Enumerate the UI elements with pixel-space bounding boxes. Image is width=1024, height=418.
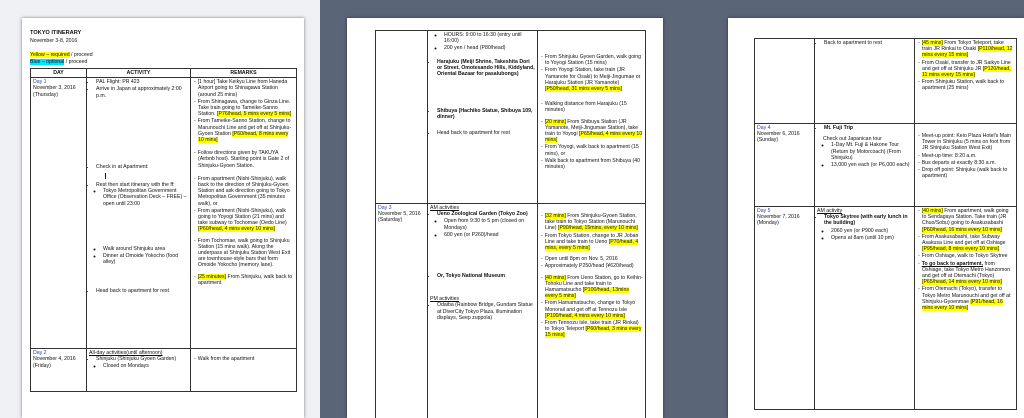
document-page-1 (22, 18, 304, 418)
table-row-day-2-cont (376, 31, 646, 204)
day-1-date: November 3, 2016 (33, 85, 76, 92)
skytree-remark-4-fare: [P65/head, 14 mins every 10 mins] (922, 279, 1002, 286)
day-1-remark-3 (198, 118, 294, 143)
document-dates: November 3-8, 2016 (30, 38, 78, 44)
day-1-remark-1: - [1 hour] Take Keikyu Line from Haneda Airport going to Shinagawa Station (around 25 mins) (198, 79, 294, 98)
day-4-date: November 6, 2016 (757, 131, 800, 138)
odaiba-remark-3-fare: [P60/head, 3 mins every 15 mins] (545, 326, 642, 339)
back-remark-1-duration: [45 mins] (921, 40, 943, 46)
skytree-remark-3: - From Oshiage, walk to Tokyo Skytree (922, 253, 1014, 259)
skytree-remark-1-duration: [40 mins] (921, 208, 943, 214)
odaiba-remark-1-text: From Ueno Station, go to Keihin-Tohoku Line and take train to Hamamatsucho (545, 274, 643, 294)
fuji-remark-meetup-time: - Meet-up time: 8:20 a.m. (922, 153, 1014, 159)
legend-required (30, 52, 93, 58)
skytree-remark-2 (922, 234, 1014, 253)
harajuku-remark-1: - From Shinjuku Gyoen Garden, walk going to Yoyogi Station (15 mins) (545, 54, 643, 66)
table-row-day-4 (755, 124, 1017, 207)
day-3-label: Day 3 (378, 205, 392, 211)
headback-remark-1-text: From Shibuya Station (JR Yamanote, Meiji-Jingumae Station), take train to Yoyogi (545, 118, 639, 138)
table-row-day-2 (31, 349, 297, 392)
table-row-day-3 (376, 204, 646, 418)
day-2-activity-shinjuku (96, 356, 188, 368)
day-1-activity-flight: • PAL Flight: PR 423 (96, 79, 188, 85)
skytree-fee: ◦ 2060 yen (or P900 each) (831, 228, 912, 234)
day-1-remark-2 (198, 99, 294, 118)
day-1-remark-6-fare: [P60/head, 4 mins every 10 mins] (198, 226, 275, 233)
table-row-day-1 (31, 78, 297, 349)
harajuku-remark-2-fare: [P50/head, 31 mins every 5 mins] (545, 86, 622, 93)
activity-odaiba: • Odaiba (Rainbow Bridge, Gundam Statue at DiverCity Tokyo Plaza, illumination displays, Seep zuppola) (437, 302, 535, 321)
activity-skytree (824, 214, 912, 226)
day-2-label: Day 2 (33, 350, 47, 357)
skytree-remark-5-text: From Otemachi (Tokyo), transfer to Tokyo Metro Marunouchi and get off at Shinjuku-Gyoenmae (921, 286, 1011, 305)
day-1-remark-8 (198, 274, 294, 286)
odaiba-remark-2-text: From Hamamatsucho, change to Tokyo Monorail and get off at Tennozu Isle (544, 300, 636, 313)
legend-optional (30, 59, 87, 65)
skytree-remark-2-text: From Asakusabashi, take Subway Asakusa Line and get off at Oshiage (921, 233, 1006, 247)
headback-remark-3: - Walk back to apartment from Shibuya (40 minutes) (545, 158, 643, 170)
odaiba-remark-2 (545, 300, 643, 319)
fuji-remark-dropoff: - Drop off point: Shinjuku (walk back to apartment) (922, 167, 1014, 179)
day-1-weekday: (Thursday) (33, 91, 59, 98)
day-4-weekday: (Sunday) (757, 137, 779, 144)
legend-optional-label: Blue – optional (30, 59, 65, 65)
odaiba-remark-3-text: From Tennozu Isle, take train (JR Rinkai) to Tokyo Teleport (544, 320, 639, 333)
day-5-weekday: (Monday) (757, 220, 779, 227)
activity-shibuya: • Shibuya (Hachiko Statue, Shibuya 109, dinner) (437, 108, 535, 120)
day-1-remark-8-duration: [25 minutes] (197, 273, 226, 280)
fuji-tour-name: ◦ 1-Day Mt. Fuji & Hakone Tour (Return by Motorcoach) (From Shinjuku) (831, 142, 912, 161)
skytree-remark-5-fare: [P91/head, 16 mins every 10 mins] (922, 298, 1003, 312)
day-3-am-heading: AM activities (430, 205, 460, 211)
day-2-remark-1: - Walk from the apartment (198, 356, 294, 362)
itinerary-table-page-3 (754, 38, 1017, 410)
harajuku-remark-2 (545, 67, 643, 92)
fuji-tour-price: ◦ 13,000 yen each (or P6,000 each) (831, 162, 912, 168)
day-1-remark-7: - From Tochomae, walk going to Shinjuku Station (15 mins walk). Along the underpass at Shinjuku Station West Exit are townhouse-style bars that form Omoide Yokocho (memory lane). (198, 238, 294, 269)
skytree-remark-4-text: from Oshiage, take Tokyo Metro Hanzomon and get off at Otemachi (Tokyo) (922, 260, 1011, 280)
day-1-remark-6-text: From apartment (Nishi-Shinjuku), walk going to Yoyogi Station (21 mins) and take subway to Tochomae (Oedo Line) (197, 207, 287, 227)
day-1-remark-3-fare: [P60/head, 8 mins every 10 mins] (198, 130, 289, 144)
day-5-label: Day 5 (757, 208, 771, 214)
headback-remark-1 (545, 119, 643, 144)
activity-ueno-zoo: • Ueno Zoological Garden (Tokyo Zoo) (437, 211, 535, 217)
day-1-remark-3-text: From Tameike-Sanno Station, change to Marunouchi Line and get off at Shinjuku-Gyoen Station (197, 118, 292, 137)
skytree-hours: ◦ Opens at 8am (until 10 pm) (831, 235, 912, 241)
zoo-remark-2-text: From Tokyo Station, change to JR Joban Line and take train to Ueno (544, 232, 639, 245)
day-1-activity-rest (96, 182, 188, 207)
legend-required-label: Yellow – required (30, 52, 70, 58)
fuji-remark-meetup-point: - Meet-up point: Keio Plaza Hotel's Main Tower in Shinjuku (5 mins on foot from JR Shinjuku Station West Exit) (922, 133, 1014, 152)
day-2-heading: All-day activities(until afternoon) (89, 350, 163, 357)
day-3-date: November 5, 2016 (378, 211, 421, 218)
table-row-day-5 (755, 207, 1017, 410)
document-page-3 (728, 18, 1024, 418)
odaiba-remark-1-duration: [40 mins] (544, 274, 566, 281)
day-1-activity-headback: • Head back to apartment for rest (96, 288, 188, 294)
headback-remark-2: - From Yoyogi, walk back to apartment (15 mins), or (545, 144, 643, 156)
zoo-remark-2 (545, 233, 643, 252)
skytree-remark-1-text: From apartment, walk going to Sendagaya Station. Take train (JR Chuo/Sobu) going to Asakusabashi (922, 208, 1009, 227)
day-2-activity-shinjuku-text: Shinjuku (Shinjuku Gyoen Garden) (96, 356, 177, 363)
activity-harajuku: • Harajuku (Meiji Shrine, Takeshita Dori or Street, Omotesando Hills, Kiddyland, Oriental Bazaar for pasalubongs) (437, 59, 535, 78)
itinerary-table-page-2 (375, 30, 646, 418)
garden-fee: ◦ 200 yen / head (P80/head) (444, 45, 535, 51)
back-remark-2 (922, 60, 1014, 79)
headback-remark-1-fare: [P65/head, 4 mins every 10 mins] (545, 131, 643, 144)
skytree-remark-1-fare: [P60/head, 16 mins every 10 mins] (922, 226, 1002, 233)
odaiba-remark-3 (545, 320, 643, 339)
skytree-remark-4-heading: To go back to apartment, (921, 260, 984, 267)
day-1-activity-checkin: • Check in at Apartment: (96, 164, 188, 170)
skytree-remark-5 (922, 286, 1014, 311)
back-remark-1-fare: [P110/head, 12 mins every 15 mins] (922, 46, 1013, 59)
table-header-row (31, 69, 297, 78)
day-1-remark-6 (198, 208, 294, 233)
odaiba-remark-1-fare: [P100/head, 13mins every 5 mins] (545, 287, 629, 300)
day-3-weekday: (Saturday) (378, 217, 403, 224)
activity-back-to-apartment: • Back to apartment to rest (824, 40, 912, 46)
back-remark-2-fare: [P120/head, 11 mins every 15 mins] (922, 65, 1011, 79)
legend-required-suffix: / proceed (69, 52, 93, 58)
day-1-remark-2-fare: [P76/head, 5 mins every 5 mins] (217, 111, 292, 118)
table-row-day-3-cont (755, 39, 1017, 124)
document-page-2 (347, 18, 663, 418)
headback-remark-1-duration: [20 mins] (544, 118, 566, 125)
zoo-remark-1-text: From Shinjuku-Gyoen Station, take train to Tokyo Station (Marunouchi Line) (545, 213, 637, 232)
back-remark-1 (922, 40, 1014, 59)
zoo-remark-1-duration: [32 mins] (544, 213, 566, 219)
header-activity: ACTIVITY (87, 69, 191, 78)
day-1-remark-5: - From apartment (Nishi-Shinjuku), walk back to the direction of Shinjuku-Gyoen Station and ask direction going to Tokyo Metropolitan Government (35 minutes walk), or (198, 176, 294, 207)
harajuku-remark-2-text: From Yoyogi Station, take train (JR Yamanote for Osaki) to Meiji-Jingumae or Harajuku Station (JR Yamanote) (544, 67, 641, 86)
day-1-activity-tmg: ◦ Tokyo Metropolitan Government Office (Observation Deck – FREE) – open until 23:00 (103, 188, 188, 207)
day-1-activity-arrive: • Arrive in Japan at approximately 2:00 p.m. (96, 86, 188, 98)
day-3-pm-heading: PM activities (430, 296, 460, 303)
japanican-tour-text: Check out Japanican tour (823, 136, 882, 143)
text-cursor (105, 173, 106, 179)
zoo-hours: ◦ Open from 9:30 to 5 pm (closed on Mondays) (444, 218, 535, 230)
document-title: TOKYO ITINERARY (30, 30, 82, 36)
day-4-label: Day 4 (757, 125, 771, 131)
day-2-weekday: (Friday) (33, 362, 51, 369)
back-remark-2-text: From Osaki, transfer to JR Saikyo Line and get off at Shinjuku JR (921, 59, 1011, 72)
day-5-am-heading: AM activity (817, 208, 843, 214)
day-1-activity-rest-text: Rest then start itinerary with the ff: (96, 182, 175, 189)
zoo-remark-1 (545, 213, 643, 232)
zoo-remark-2-fare: [P70/head, 4 mins, every 5 mins] (545, 238, 639, 252)
day-1-activity-dinner: ◦ Dinner at Omoide Yokocho (food alley) (103, 253, 188, 265)
day-2-activity-closed: ◦ Closed on Mondays (103, 363, 188, 369)
skytree-remark-1 (922, 208, 1014, 233)
zoo-fee: ◦ 600 yen (or P260)/head (444, 232, 535, 238)
museum-remark-2: - Approximately P250/head (¥620/head) (545, 263, 643, 269)
odaiba-remark-1 (545, 275, 643, 300)
back-remark-1-text: From Tokyo Teleport, take train JR Rinkai to Osaki (922, 40, 1004, 53)
header-day: DAY (31, 69, 87, 78)
odaiba-remark-2-fare: [P100/head, 4 mins every 10 mins] (545, 312, 625, 319)
day-1-activity-walk: ◦ Walk around Shinjuku area (103, 246, 188, 252)
day-1-remark-2-text: From Shinagawa, change to Ginza Line. Take train going to Tameike-Sanno Station. (197, 98, 291, 118)
fuji-remark-departure: - Bus departs at exactly 8:30 a.m. (922, 160, 1014, 166)
activity-skytree-text: Tokyo Skytree (with early lunch in the building) (824, 214, 908, 227)
day-2-date: November 4, 2016 (33, 356, 76, 363)
zoo-remark-1-fare: [P90/head, 15mins, every 10 mins] (558, 225, 638, 232)
activity-headback: • Head back to apartment for rest (437, 130, 535, 136)
legend-optional-suffix: / proceed (64, 59, 88, 65)
shibuya-remark: - Walking distance from Harajuku (15 minutes) (545, 101, 643, 113)
activity-national-museum: • Or, Tokyo National Museum (437, 273, 535, 279)
day-5-date: November 7, 2016 (757, 214, 800, 221)
activity-mt-fuji: • Mt. Fuji Trip (824, 125, 912, 131)
day-1-remark-4: - Follow directions given by TAKUYA (Airbnb host). Starting point is Gate 2 of Shinjuku-Gyoen Station. (198, 150, 294, 169)
day-1-label: Day 1 (33, 79, 47, 86)
day-1-remark-8-text: From Shinjuku, walk back to apartment (198, 273, 293, 286)
back-remark-3: - From Shinjuku Station, walk back to apartment (25 mins) (922, 79, 1014, 91)
header-remarks: REMARKS (191, 69, 297, 78)
itinerary-table-page-1 (30, 68, 297, 392)
museum-remark-1: - Open until 8pm on Nov. 5, 2016 (545, 256, 643, 262)
skytree-remark-2-fare: [P95/head, 8 mins every 10 mins] (922, 246, 999, 253)
skytree-remark-4 (922, 261, 1014, 286)
garden-hours: ◦ HOURS: 9:00 to 16:30 (entry until 16:00) (444, 32, 535, 44)
